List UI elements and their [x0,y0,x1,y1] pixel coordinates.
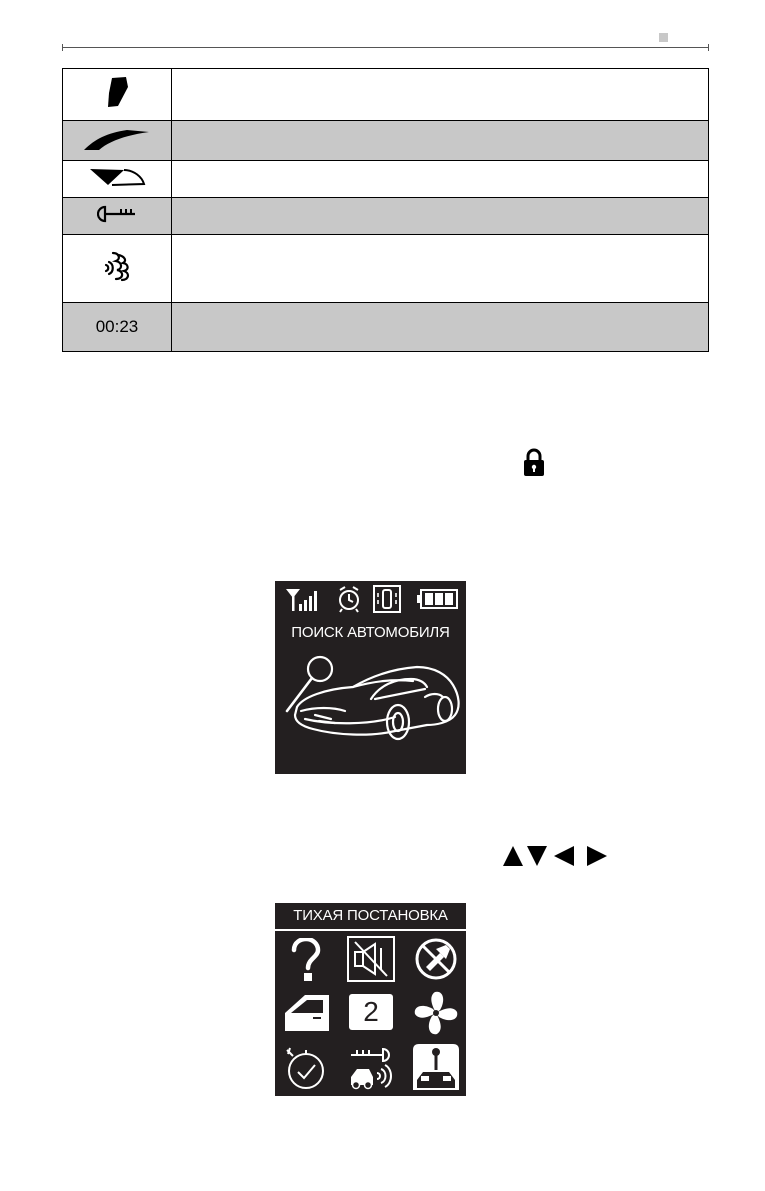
legend-icon-cell [63,235,172,303]
page-marker [659,33,668,42]
legend-row [63,303,709,352]
legend-row [63,69,709,121]
legend-desc-cell [172,161,709,198]
hood-icon [81,123,153,153]
arrow-up-icon [503,846,523,866]
stopwatch-icon [284,1044,326,1092]
car-search-illustration [275,649,466,774]
timer-text: 00:23 [95,317,139,336]
car-search-screen [275,581,466,774]
legend-icon-cell [63,198,172,235]
header-rule [62,47,709,48]
number-icon [349,994,393,1030]
legend-desc-cell [172,198,709,235]
silent-speaker-icon [347,936,395,982]
vibration-phone-icon [373,585,401,613]
alarm-clock-icon [337,585,361,613]
door-icon [283,993,331,1033]
legend-icon-cell [63,121,172,161]
no-shock-sensor-icon [414,937,458,981]
legend-icon-cell [63,161,172,198]
lock-icon [522,447,546,477]
legend-icon-cell [63,303,172,352]
side-mirror-icon [102,75,132,109]
legend-desc-cell [172,235,709,303]
screen-title: ПОИСК АВТОМОБИЛЯ [291,624,450,641]
key-icon [97,204,137,224]
nav-keys [503,844,609,868]
legend-row [63,235,709,303]
legend-desc-cell [172,121,709,161]
car-key-start-icon [347,1047,395,1091]
legend-row [63,198,709,235]
battery-icon [417,589,459,609]
engine-start-icon [103,249,131,283]
arrow-left-icon [554,846,574,866]
legend-icon-cell [63,69,172,121]
legend-row [63,161,709,198]
arrow-right-icon [587,846,607,866]
signal-icon [285,587,323,613]
question-icon [286,938,324,982]
silent-arming-menu-screen [275,903,466,1096]
legend-desc-cell [172,303,709,352]
legend-desc-cell [172,69,709,121]
title-underline [275,929,466,931]
icon-legend-table [62,68,709,352]
arrow-down-icon [527,846,547,866]
fan-icon [413,990,459,1036]
screen-title: ТИХАЯ ПОСТАНОВКА [293,907,448,924]
menu-number: 2 [363,996,379,1027]
gearshift-car-icon [413,1044,459,1092]
trunk-icon [86,166,148,188]
legend-row [63,121,709,161]
